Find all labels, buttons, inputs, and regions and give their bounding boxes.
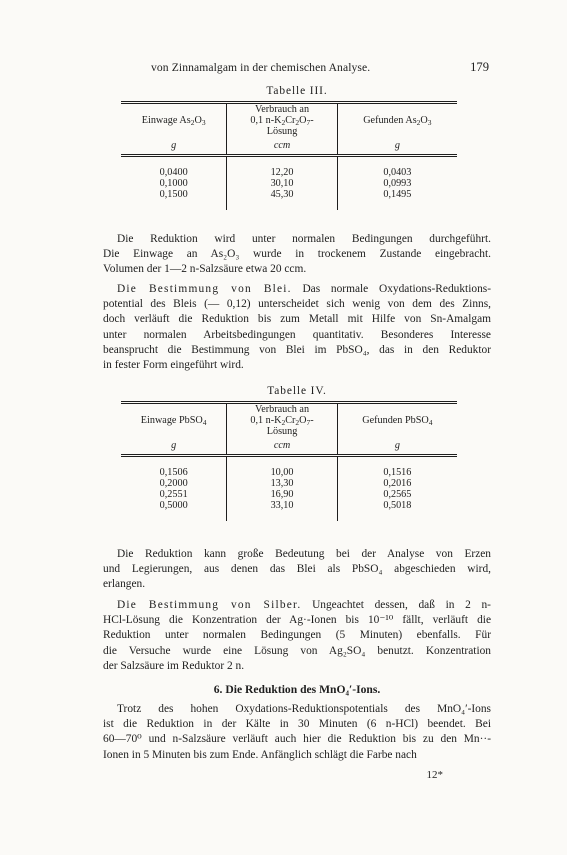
col-header-gefunden: Gefunden PbSO$_4$ [362,415,433,428]
table-row [121,500,457,521]
text-line: HCl-Lösung die Konzentration der Ag·-Ionen bis 10⁻¹⁰ fällt, verläuft die [103,614,491,627]
paragraph-lead: Die Bestimmung von Blei. [117,283,292,295]
table-cell: 16,90 [227,489,337,500]
table-cell: 0,2000 [159,477,188,489]
table-cell: 33,10 [227,500,337,521]
unit-label: g [394,440,400,451]
table-cell: 0,1500 [159,189,188,201]
table-cell: 0,2016 [383,477,412,489]
table-cell: 0,0403 [383,166,412,178]
table-cell: 0,1516 [383,466,412,478]
text-line: und Legierungen, aus denen das Blei als PbSO₄ abgeschieden wird, [103,563,491,576]
table-cell: 30,10 [227,178,337,189]
text-line: ist die Reduktion in der Kälte in 30 Minuten (6 n-HCl) beendet. Bei [103,718,491,731]
table-cell: 13,30 [227,478,337,489]
unit-label: ccm [227,438,337,456]
text-line: 60—70⁰ und n-Salzsäure verläuft auch hier die Reduktion bis zu den Mn··- [103,733,491,746]
table-cell: 0,1000 [159,177,188,189]
text-line: Reduktion unter normalen Bedingungen (5 Minuten) ebenfalls. Für [103,629,491,642]
text-line: erlangen. [103,578,146,591]
table-row [121,178,457,189]
col-header-verbrauch: Verbrauch an 0,1 $n-K_2Cr_2O_7-$ Lösung [227,403,337,438]
data-table [121,101,457,210]
col-header-einwage: Einwage PbSO$_4$ [140,415,207,428]
paragraph [103,598,491,674]
table-caption: Tabelle IV. [267,385,327,397]
page-number: 179 [470,60,489,74]
table-row [121,467,457,478]
table-row [121,167,457,178]
running-head [103,60,491,76]
signature-mark: 12* [426,769,443,781]
unit-label: g [171,140,177,151]
col-header-gefunden: Gefunden $As_2O_3$ [363,115,432,128]
paragraph [103,547,491,593]
unit-label: g [171,440,177,451]
col-header-einwage: Einwage $As_2O_3$ [141,115,206,128]
table-cell: 0,2565 [383,489,412,501]
text-line: in fester Form eingeführt wird. [103,358,244,371]
table-cell: 10,00 [227,467,337,478]
table-cell: 0,5000 [159,500,188,512]
text-line: der Salzsäure im Reduktor 2 n. [103,659,245,672]
table-cell: 12,20 [227,167,337,178]
table-cell: 0,0400 [159,166,188,178]
table-cell: 0,0993 [383,177,412,189]
table-cell: 0,1506 [159,466,188,478]
text-line: unter normalen Arbeitsbedingungen quantitativ. Besonderes Interesse [103,328,491,341]
unit-label: g [394,140,400,151]
text-line: doch verläuft die Reduktion bis zum Metall mit Hilfe von Sn-Amalgam [103,313,491,326]
text-line: Die Bestimmung von Silber. Ungeachtet dessen, daß in 2 n- [117,599,491,611]
paragraph [103,282,491,373]
table-row [121,189,457,210]
table-cell: 45,30 [227,189,337,210]
text-line: Die Bestimmung von Blei. Das normale Oxydations-Reduktions- [117,283,491,295]
section-heading: 6. Die Reduktion des MnO₄′-Ions. [213,683,381,696]
text-line: Die Reduktion wird unter normalen Bedingungen durchgeführt. [117,233,491,245]
table-caption: Tabelle III. [266,85,328,97]
table-cell: 0,5018 [383,500,412,512]
paragraph [103,702,491,763]
unit-label: ccm [227,138,337,156]
col-header-verbrauch: Verbrauch an 0,1 $n-K_2Cr_2O_7-$ Lösung [227,103,337,138]
text-line: beansprucht die Bestimmung von Blei im PbSO₄, das in den Reduktor [103,343,491,356]
text-line: Die Einwage an As₂O₃ wurde in trockenem Zustande eingebracht. [103,248,491,261]
table-cell: 0,1495 [383,189,412,201]
paragraph-lead: Die Bestimmung von Silber. [117,599,302,611]
table-row [121,489,457,500]
text-line: Die Reduktion kann große Bedeutung bei der Analyse von Erzen [117,548,491,560]
running-head-title: von Zinnamalgam in der chemischen Analyse. [151,61,371,74]
text-line: Volumen der 1—2 n-Salzsäure etwa 20 ccm. [103,263,307,276]
data-table [121,401,457,521]
paragraph [103,232,491,278]
text-line: Trotz des hohen Oxydations-Reduktionspotentials des MnO₄′-Ions [117,703,491,715]
text-line: potential des Bleis (— 0,12) unterscheidet sich wenig von dem des Zinns, [103,298,491,311]
table-row [121,478,457,489]
text-line: die Versuche wurde eine Lösung von Ag₂SO₄ benutzt. Konzentration [103,644,491,657]
book-page [103,0,491,855]
text-line: Ionen in 5 Minuten bis zum Ende. Anfänglich schlägt die Farbe nach [103,748,417,761]
table-cell: 0,2551 [159,489,188,501]
